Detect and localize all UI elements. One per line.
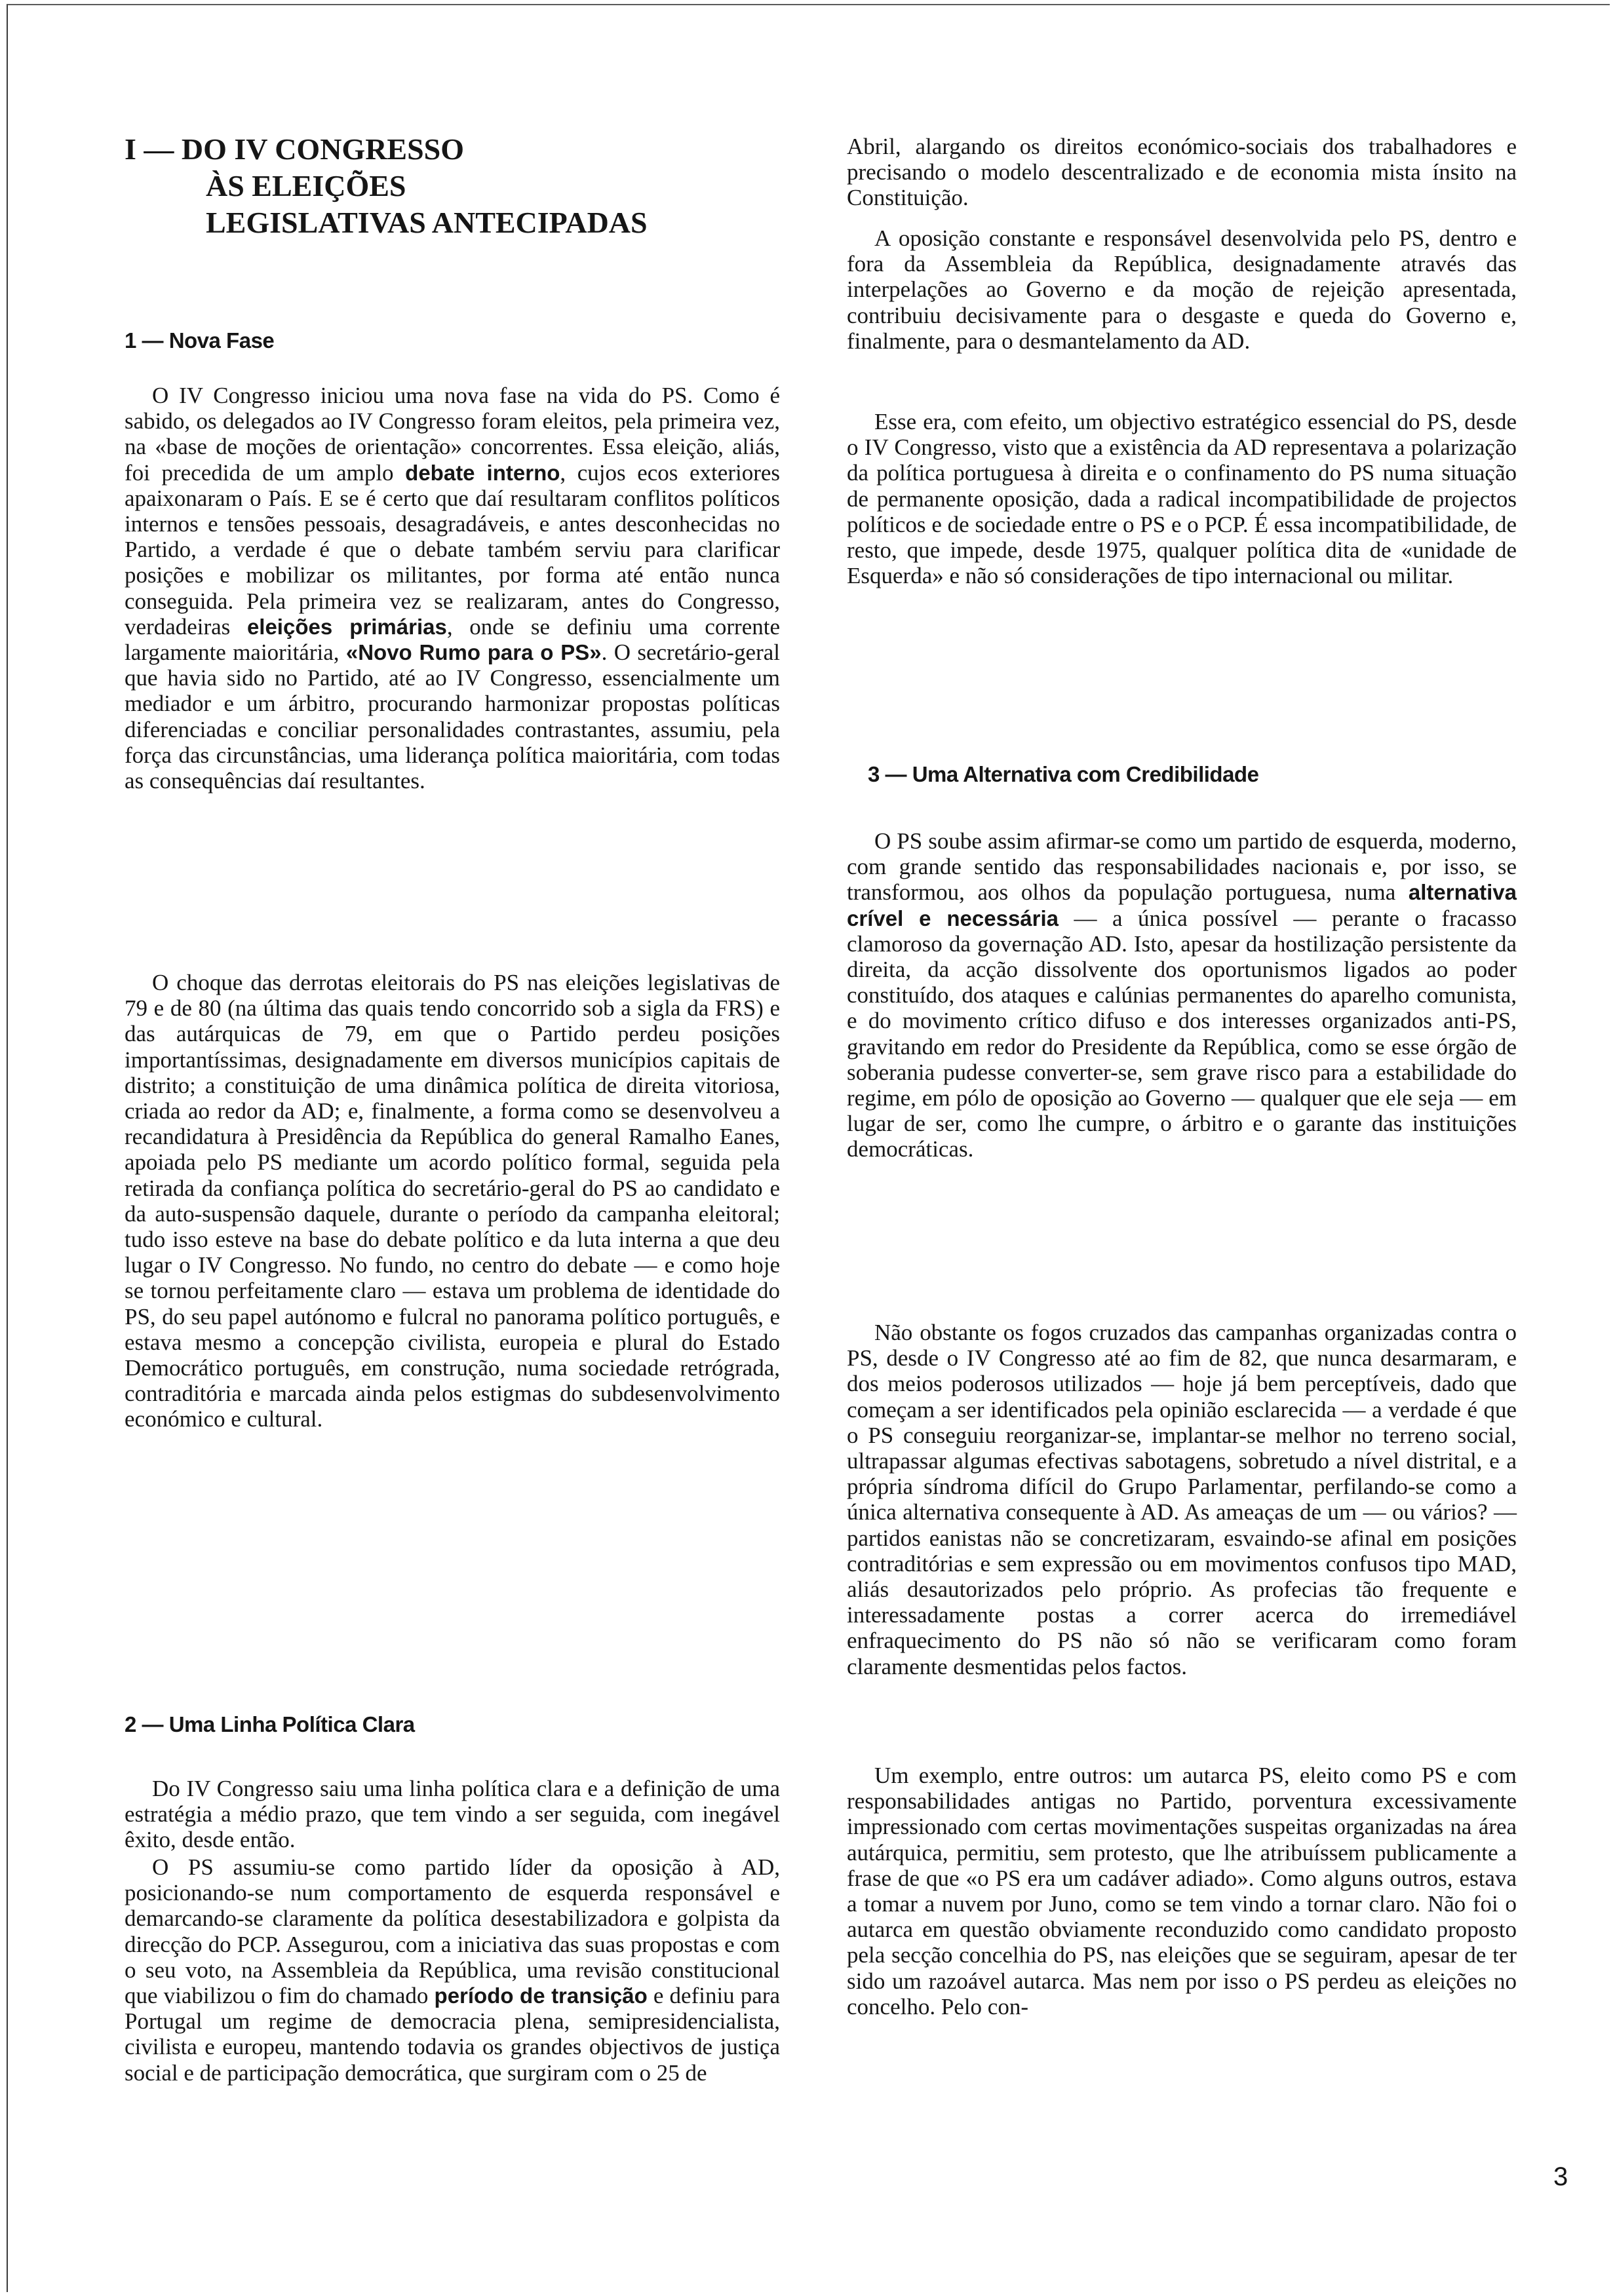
paragraph: O choque das derrotas eleitorais do PS nas eleições legislativas de 79 e de 80 (na última das quais tendo concorrido sob a sigla da FRS) e das autárquicas de 79, em que o Partido perdeu posições importantíssimas, designadamente em diversos municípios capitais de distrito; a constituição de uma dinâmica política de direita vitoriosa, criada ao redor da AD; e, finalmente, a forma como se desenvolveu a recandidatura à Presidência da República do general Ramalho Eanes, apoiada pelo PS mediante um acordo político formal, seguida pela retirada da confiança política do secretário-geral do PS ao candidato e da auto-suspensão daquele, durante o período da campanha eleitoral; tudo isso esteve na base do debate político e da luta interna a que deu lugar o IV Congresso. No fundo, no centro do debate — e como hoje se tornou perfeitamente claro — estava um problema de identidade do PS, do seu papel autónomo e fulcral no panorama político português, e estava mesmo a concepção civilista, europeia e plural do Estado Democrático português, em construção, numa sociedade retrógrada, contraditória e marcada ainda pelos estigmas do subdesenvolvimento económico e cultural. [125, 970, 780, 1432]
page-number: 3 [1553, 2162, 1568, 2191]
paragraph: Um exemplo, entre outros: um autarca PS, eleito como PS e com responsabilidades antigas no Partido, porventura excessivamente impressionado com certas movimentações suspeitas organizadas na área autárquica, permitiu, sem protesto, que lhe atribuíssem publicamente a frase de que «o PS era um cadáver adiado». Como alguns outros, estava a tomar a nuvem por Juno, como se tem vindo a tornar claro. Não foi o autarca em questão obviamente reconduzido como candidato proposto pela secção concelhia do PS, nas eleições que se seguiram, apesar de ter sido um razoável autarca. Mas nem por isso o PS perdeu as eleições no concelho. Pelo con- [847, 1763, 1517, 2019]
text-run: e definiu para Portugal um regime de democracia plena, semipresidencialista, civilista e europeu, mantendo todavia os grandes objectivos de justiça social e de participação democrática, que surgiram com o 25 de [125, 1983, 781, 2086]
paragraph: Não obstante os fogos cruzados das campanhas organizadas contra o PS, desde o IV Congresso até ao fim de 82, que nunca desarmaram, e dos meios poderosos utilizados — hoje já bem perceptíveis, dado que começam a ser identificados pela opinião esclarecida — a verdade é que o PS conseguiu reorganizar-se, implantar-se melhor no terreno social, ultrapassar algumas efectivas sabotagens, sobretudo a nível distrital, e a própria síndroma difícil do Grupo Parlamentar, perfilando-se como a única alternativa consequente à AD. As ameaças de um — ou vários? — partidos eanistas não se concretizaram, esvaindo-se afinal em posições contraditórias e sem expressão ou em movimentos confusos tipo MAD, aliás desautorizados pelo próprio. As profecias tão frequente e interessadamente postas a correr acerca do irremediável enfraquecimento do PS não só não se verificaram como foram claramente desmentidas pelos factos. [847, 1320, 1517, 1679]
text-run: . O secretário-geral que havia sido no Partido, até ao IV Congresso, essencialmente um mediador e um árbitro, procurando harmonizar propostas políticas diferenciadas e conciliar personalidades contrastantes, assumiu, pela força das circunstâncias, uma liderança política maioritária, com todas as consequências daí resultantes. [125, 640, 780, 794]
text-run: , cujos ecos exteriores apaixonaram o País. E se é certo que daí resultaram conflitos políticos internos e tensões pessoais, desagradáveis, e antes desconhecidas no Partido, a verdade é que o debate também serviu para clarificar posições e mobilizar os militantes, por forma até então nunca conseguida. Pela primeira vez se realizaram, antes do Congresso, verdadeiras [125, 459, 781, 640]
paragraph: Esse era, com efeito, um objectivo estratégico essencial do PS, desde o IV Congresso, visto que a existência da AD representava a polarização da política portuguesa à direita e o confinamento do PS numa situação de permanente oposição, dada a radical incompatibilidade de projectos políticos e de sociedade entre o PS e o PCP. É essa incompatibilidade, de resto, que impede, desde 1975, qualquer política dita de «unidade de Esquerda» e não só considerações de tipo internacional ou militar. [847, 409, 1517, 589]
text-run: O IV Congresso iniciou uma nova fase na vida do PS. Como é sabido, os delegados ao IV Congresso foram eleitos, pela primeira vez, na «base de moções de orientação» concorrentes. Essa eleição, aliás, foi precedida de um amplo [125, 383, 780, 486]
bold-text: eleições primárias [246, 614, 447, 639]
section-heading-2: 2 — Uma Linha Política Clara [125, 1712, 415, 1736]
text-run: , onde se definiu uma corrente largamente maioritária, [125, 613, 781, 666]
bold-text: período de transição [434, 1983, 648, 2008]
text-run: — a única possível — perante o fracasso clamoroso da governação AD. Isto, apesar da hostilização persistente da direita, da acção dissolvente dos oportunismos ligados ao poder constituído, dos ataques e calúnias permanentes do aparelho comunista, e do movimento crítico difuso e dos interesses organizados anti-PS, gravitando em redor do Presidente da República, como se esse órgão de soberania pudesse converter-se, sem grave risco para a estabilidade do regime, em pólo de oposição ao Governo — qualquer que ele seja — em lugar de ser, como lhe cumpre, o árbitro e o garante das instituições democráticas. [847, 905, 1517, 1162]
chapter-title-line-3: LEGISLATIVAS ANTECIPADAS [206, 206, 648, 239]
section-heading-3: 3 — Uma Alternativa com Credibilidade [868, 762, 1259, 786]
bold-text: «Novo Rumo para o PS» [345, 640, 602, 665]
paragraph [847, 828, 1517, 1162]
paragraph [125, 1854, 780, 2086]
paragraph: Abril, alargando os direitos económico-sociais dos trabalhadores e precisando o modelo descentralizado e de economia mista ínsito na Constituição. [847, 134, 1517, 211]
paragraph: Do IV Congresso saiu uma linha política clara e a definição de uma estratégia a médio prazo, que tem vindo a ser seguida, com inegável êxito, desde então. [125, 1776, 780, 1853]
text-run: O PS assumiu-se como partido líder da oposição à AD, posicionando-se num comportamento de esquerda responsável e demarcando-se claramente da política desestabilizadora e golpista da direcção do PCP. Assegurou, com a iniciativa das suas propostas e com o seu voto, na Assembleia da República, uma revisão constitucional que viabilizou o fim do chamado [125, 1854, 780, 2009]
paragraph [125, 383, 780, 794]
bold-text: debate interno [405, 460, 560, 485]
chapter-title-line-1: I — DO IV CONGRESSO [125, 132, 465, 166]
paragraph: A oposição constante e responsável desenvolvida pelo PS, dentro e fora da Assembleia da República, designadamente através das interpelações ao Governo e da moção de rejeição apresentada, contribuiu decisivamente para o desgaste e queda do Governo e, finalmente, para o desmantelamento da AD. [847, 225, 1517, 354]
text-run: O PS soube assim afirmar-se como um partido de esquerda, moderno, com grande sentido das responsabilidades nacionais e, por isso, se transformou, aos olhos da população portuguesa, numa [847, 828, 1517, 906]
bold-text: alternativa crível e necessária [847, 880, 1517, 930]
section-heading-1: 1 — Nova Fase [125, 328, 275, 353]
chapter-title [125, 131, 780, 241]
chapter-title-line-2: ÀS ELEIÇÕES [206, 169, 406, 202]
